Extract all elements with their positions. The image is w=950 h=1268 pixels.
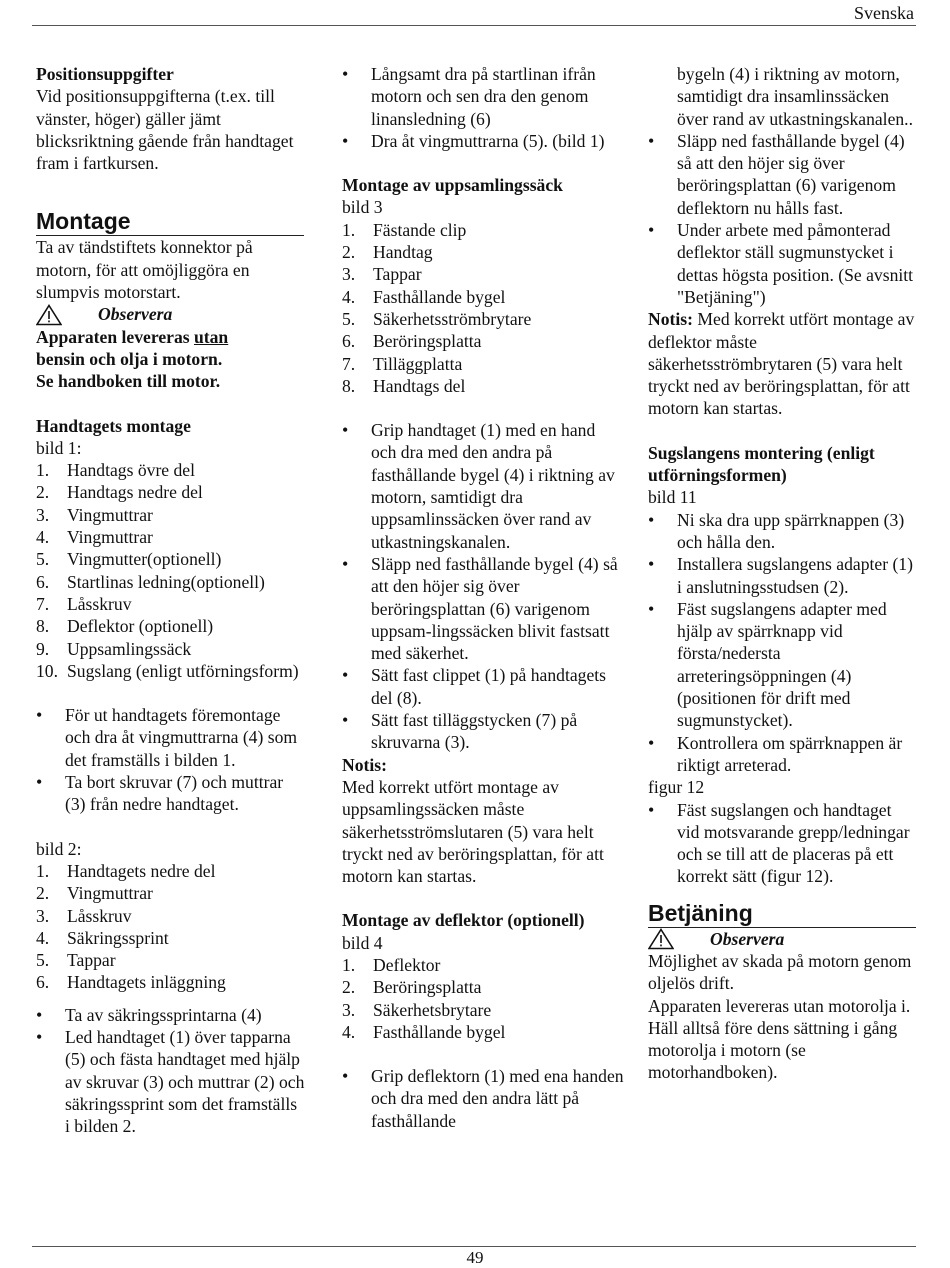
handtag-heading: Handtagets montage — [36, 415, 191, 436]
bullet-icon — [342, 130, 371, 152]
bild11-label: bild 11 — [648, 487, 697, 508]
list-item: • Kontrollera om spärrknappen är riktigt arreterad. — [648, 732, 918, 777]
observera-label: Observera — [98, 304, 173, 325]
warning-line-2: bensin och olja i motorn. — [36, 348, 223, 369]
list-item: 5. Vingmutter(optionell) — [36, 549, 222, 570]
list-item: 3. Låsskruv — [36, 905, 132, 926]
list-item: • Släpp ned fasthållande bygel (4) så att den höjer sig över beröringsplattan (6) varigenom deflektorn nu hålls fast. — [648, 130, 918, 219]
list-item: • Sätt fast clippet (1) på handtagets del (8). — [342, 664, 624, 709]
bullet-icon — [36, 1004, 65, 1026]
list-item: 6. Beröringsplatta — [342, 331, 482, 352]
bild4-bullets — [342, 1065, 624, 1132]
list-item: • Ta bort skruvar (7) och muttrar (3) från nedre handtaget. — [36, 771, 306, 816]
bild4-label: bild 4 — [342, 932, 383, 953]
footer-rule — [32, 1246, 916, 1247]
bullet-icon — [648, 598, 677, 732]
montage-heading: Montage — [36, 208, 304, 236]
list-item: • För ut handtagets föremontage och dra åt vingmuttrarna (4) som det framställs i bilden 1. — [36, 704, 306, 771]
list-item: 2. Handtags nedre del — [36, 482, 203, 503]
list-item: 5. Säkerhetsströmbrytare — [342, 308, 532, 329]
observera-label: Observera — [710, 928, 785, 949]
bullet-icon — [342, 664, 371, 709]
list-item: 4. Vingmuttrar — [36, 527, 153, 548]
list-item: 2. Beröringsplatta — [342, 977, 482, 998]
list-item: • Ni ska dra upp spärrknappen (3) och hålla den. — [648, 509, 918, 554]
list-item: • Sätt fast tilläggstycken (7) på skruvarna (3). — [342, 709, 624, 754]
position-text: Vid positionsuppgifterna (t.ex. till vänster, höger) gäller jämt blicksriktning gående från handtaget fram i fartkursen. — [36, 86, 294, 174]
list-item: 2. Vingmuttrar — [36, 883, 153, 904]
deflektor-bullets — [648, 130, 918, 308]
warning-line-3: Se handboken till motor. — [36, 371, 221, 392]
montage-text: Ta av tändstiftets konnektor på motorn, för att omöjliggöra en slumpvis motorstart. — [36, 237, 253, 303]
list-item: 1. Deflektor — [342, 954, 441, 975]
list-item: 3. Tappar — [342, 264, 422, 285]
bullet-icon — [36, 704, 65, 771]
list-item: 4. Fasthållande bygel — [342, 1021, 506, 1042]
list-item: 9. Uppsamlingssäck — [36, 638, 192, 659]
list-item: • Fäst sugslangens adapter med hjälp av spärrknapp vid första/nedersta arreteringsöppningen (4) (positionen för drift med sugmunstycket). — [648, 598, 918, 732]
bullet-icon — [342, 63, 371, 130]
list-item: 10. Sugslang (enligt utförningsform) — [36, 660, 299, 681]
list-item: 1. Handtagets nedre del — [36, 860, 216, 881]
warning-line-1: Apparaten levereras utan — [36, 326, 229, 347]
list-item: • Grip handtaget (1) med en hand och dra med den andra på fasthållande bygel (4) i riktning av motorn, samtidigt dra uppsamlinssäcken över rand av utkastningskanalen. — [342, 419, 624, 553]
column-3 — [648, 63, 918, 1084]
bild2-label: bild 2: — [36, 838, 82, 859]
bullet-icon — [648, 732, 677, 777]
betjaning-text-1: Möjlighet av skada på motorn genom oljelös drift. — [648, 950, 912, 994]
list-item: 8. Deflektor (optionell) — [36, 616, 214, 637]
page-number: 49 — [466, 1248, 484, 1267]
bild1-label: bild 1: — [36, 437, 82, 458]
bild2-list — [36, 860, 306, 994]
list-item: 4. Fasthållande bygel — [342, 286, 506, 307]
list-item: 2. Handtag — [342, 242, 433, 263]
notis-label: Notis: — [648, 309, 693, 330]
sugslang-bullets — [648, 509, 918, 777]
warning-row — [36, 303, 306, 325]
bullet-icon — [36, 1026, 65, 1137]
list-item: 6. Startlinas ledning(optionell) — [36, 571, 265, 592]
sugslang-heading: Sugslangens montering (enligt utförningsformen) — [648, 442, 875, 486]
warning-triangle-icon — [648, 928, 674, 950]
list-item: • Under arbete med påmonterad deflektor ställ sugmunstycket i dettas högsta position. (Se avsnitt "Betjäning") — [648, 219, 918, 308]
bild1-bullets — [36, 704, 306, 815]
list-item: 4. Säkringssprint — [36, 927, 169, 948]
list-item: • Långsamt dra på startlinan ifrån motorn och sen dra den genom linansledning (6) — [342, 63, 624, 130]
list-item: • Led handtaget (1) över tapparna (5) och fästa handtaget med hjälp av skruvar (3) och muttrar (2) och säkringssprint som det framställs i bilden 2. — [36, 1026, 306, 1137]
list-item: • Dra åt vingmuttrarna (5). (bild 1) — [342, 130, 624, 152]
list-item: 6. Handtagets inläggning — [36, 972, 226, 993]
bullet-icon — [648, 509, 677, 554]
list-item: 3. Vingmuttrar — [36, 504, 153, 525]
list-item: 1. Handtags övre del — [36, 460, 196, 481]
betjaning-heading: Betjäning — [648, 900, 916, 928]
bild1-list — [36, 459, 306, 682]
list-item: • Släpp ned fasthållande bygel (4) så att den höjer sig över beröringsplattan (6) varigenom uppsam-lingssäcken blivit fastsatt med säkerhet. — [342, 553, 624, 664]
bullet-icon — [342, 709, 371, 754]
bullet-icon — [648, 553, 677, 598]
list-item: • Installera sugslangens adapter (1) i anslutningsstudsen (2). — [648, 553, 918, 598]
uppsamling-heading: Montage av uppsamlingssäck — [342, 175, 563, 196]
list-item: 7. Tilläggplatta — [342, 353, 463, 374]
bild4-list — [342, 954, 624, 1043]
list-item: • Ta av säkringssprintarna (4) — [36, 1004, 306, 1026]
bullet-icon — [648, 799, 677, 888]
bild3-bullets — [342, 419, 624, 753]
list-item: • Grip deflektorn (1) med ena handen och dra med den andra lätt på fasthållande — [342, 1065, 624, 1132]
list-item: • Fäst sugslangen och handtaget vid motsvarande grepp/ledningar och se till att de placeras på ett korrekt sätt (figur 12). — [648, 799, 918, 888]
notis-paragraph: Notis: Med korrekt utfört montage av deflektor måste säkerhetsströmbrytaren (5) vara helt tryckt ned av beröringsplattan, för att motorn kan startas. — [648, 309, 915, 419]
list-item: 8. Handtags del — [342, 375, 466, 396]
bullet-icon — [36, 771, 65, 816]
figur12-bullets — [648, 799, 918, 888]
deflektor-heading: Montage av deflektor (optionell) — [342, 910, 585, 931]
warning-row — [648, 928, 918, 950]
notis-text: Med korrekt utfört montage av uppsamlingssäcken måste säkerhetsströmslutaren (5) vara helt tryckt ned av beröringsplattan, för att motorn kan startas. — [342, 776, 604, 887]
bild2-bullets — [36, 1004, 306, 1138]
warning-triangle-icon — [36, 304, 62, 326]
figur12-label: figur 12 — [648, 777, 705, 798]
bullet-icon — [342, 553, 371, 664]
bild3-label: bild 3 — [342, 197, 383, 218]
list-item: 7. Låsskruv — [36, 593, 132, 614]
continued-text: bygeln (4) i riktning av motorn, samtidigt dra insamlinssäcken över rand av utkastningskanalen.. — [677, 64, 913, 129]
position-heading: Positionsuppgifter — [36, 64, 174, 84]
startline-bullets — [342, 63, 624, 152]
betjaning-text-2: Apparaten levereras utan motorolja i. Häll alltså före dens sättning i gång motorolja i motorn (se motorhandboken). — [648, 995, 911, 1083]
bullet-icon — [342, 1065, 371, 1132]
bild3-list — [342, 219, 624, 397]
list-item: 3. Säkerhetsbrytare — [342, 999, 492, 1020]
column-1 — [36, 63, 306, 1137]
header-language: Svenska — [854, 3, 914, 23]
list-item: 1. Fästande clip — [342, 219, 467, 240]
list-item: 5. Tappar — [36, 950, 116, 971]
notis-label: Notis: — [342, 754, 387, 775]
bullet-icon — [648, 219, 677, 308]
bullet-icon — [342, 419, 371, 553]
header-rule — [32, 25, 916, 26]
bullet-icon — [648, 130, 677, 219]
column-2 — [342, 63, 624, 1132]
